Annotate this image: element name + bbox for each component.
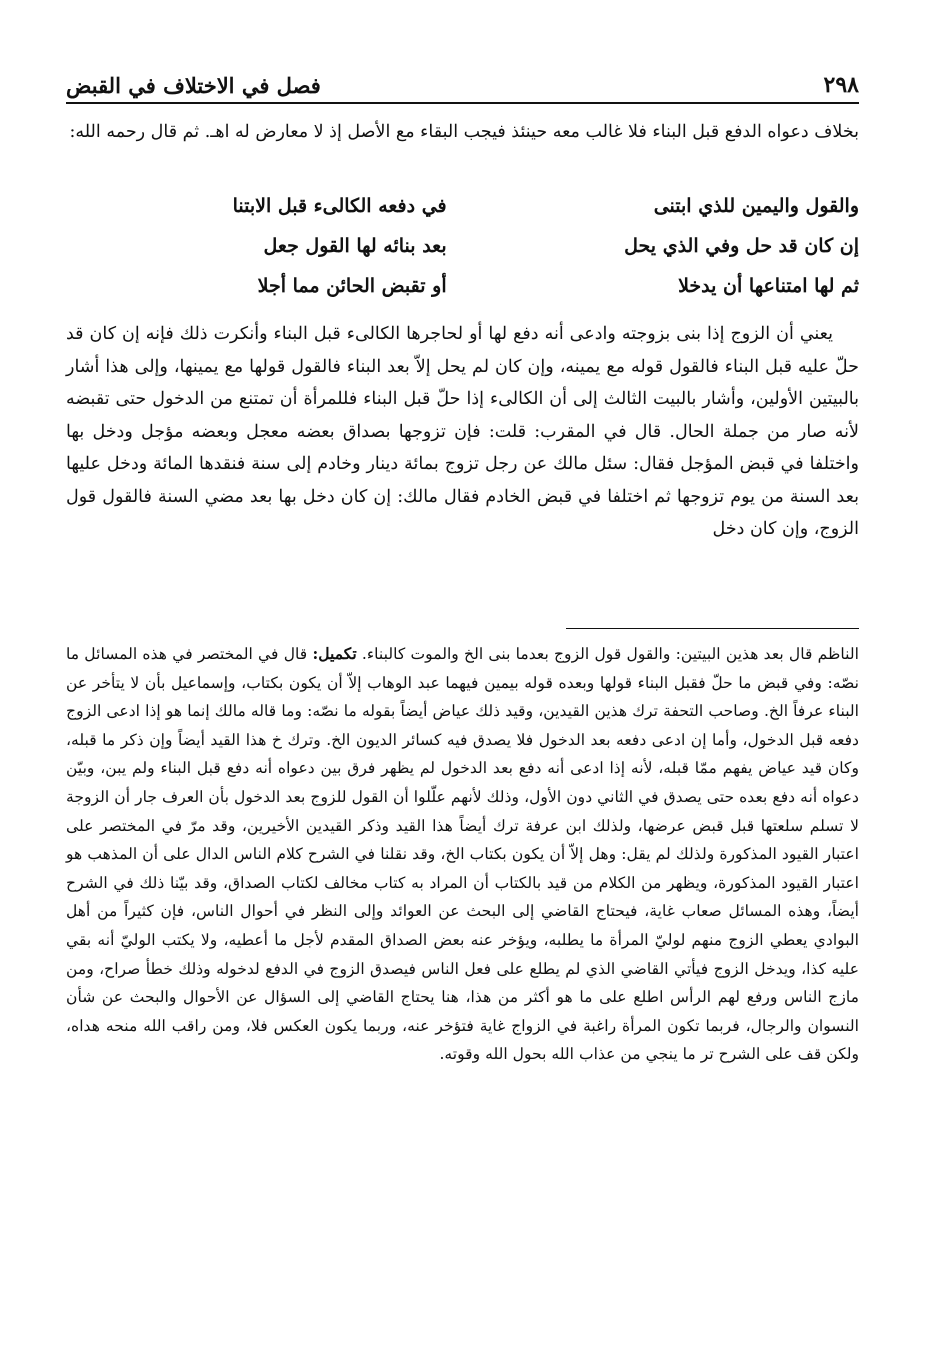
poem-verses bbox=[66, 186, 859, 306]
footnote-block bbox=[66, 640, 859, 1069]
footnote-text: قال في المختصر في هذه المسائل ما نصّه: وفي قبض ما حلّ فقبل البناء قولها وبعده قوله بيمين فيهما عبد الوهاب إلاّ أن يكون بكتاب، وإسماعيل بأن لا يتأخر عن البناء عرفاً الخ. وصاحب التحفة ترك هذين القيدين، وقيد ذلك عياض أيضاً بقوله ما نصّه: وما قاله مالك إنما هو إذا ادعى الزوج دفعه قبل الدخول، وأما إن ادعى دفعه بعد الدخول فلا يصدق فيه كسائر الديون الخ. وترك خ هذا القيد أيضاً وإن ذكر ما قبله، وكان قيد عياض يفهم ممّا قبله، لأنه إذا ادعى أنه دفع بعد الدخول لم يظهر فرق بين دعواه أنه دفع قبل البناء ولم يبن، وبيّن دعواه أنه دفع بعده حتى يصدق في الثاني دون الأول، وذلك لأنهم علّلوا أن القول للزوج بعد الدخول بأن العرف جار أن الزوجة لا تسلم سلعتها قبل قبض عرضها، ولذلك ابن عرفة ترك أيضاً هذا القيد وذكر القيدين الأخيرين، وقد مرّ في المختصر على اعتبار القيود المذكورة ولذلك لم يقل: وهل إلاّ أن يكون بكتاب الخ، وقد نقلنا في الشرح كلام الناس الدال على أن المذهب هو اعتبار القيود المذكورة، ويظهر من الكلام من قيد بالكتاب أن المراد به كتاب مخالف لكتاب الصداق، وقد بيّنا ذلك في الشرح أيضاً، وهذه المسائل صعاب غاية، فيحتاج القاضي إلى البحث عن العوائد وإلى النظر في أحوال الناس، فإن كثيراً من أهل البوادي يعطي الزوج منهم لوليّ المرأة ما يطلبه، ويؤخر عنه بعض الصداق المقدم لأجل ما أعطيه، ولا يكتب الوليّ أنه بقي عليه كذا، ويدخل الزوج فيأتي القاضي الذي لم يطلع على فعل الناس فيصدق الزوج في الدفع لدخوله وذلك خطأ صراح، ومن مازج الناس ورفع لهم الرأس اطلع على ما هو أكثر من هذا، هنا يحتاج القاضي إلى السؤال عن الأحوال والبحث عن شأن النسوان والرجال، فربما تكون المرأة راغبة في الزواج غاية فتؤخر عنه، وربما يكون العكس فلا، ومن راقب الله منحه هداه، ولكن قف على الشرح تر ما ينجي من عذاب الله بحول الله وقوته. bbox=[66, 645, 859, 1064]
verse-second-hemistich: بعد بنائه لها القول جعل bbox=[263, 235, 447, 257]
verse-line bbox=[66, 266, 859, 306]
verse-second-hemistich: أو تقبض الحائن مما أجلا bbox=[257, 275, 447, 297]
footnote-divider bbox=[566, 628, 859, 629]
verse-line bbox=[66, 186, 859, 226]
verse-first-hemistich: والقول واليمين للذي ابتنى bbox=[653, 195, 859, 217]
page-number: ٢٩٨ bbox=[823, 72, 859, 98]
running-title: فصل في الاختلاف في القبض bbox=[66, 73, 321, 98]
commentary-text: يعني أن الزوج إذا بنى بزوجته وادعى أنه دفع لها أو لحاجرها الكالىء قبل البناء وأنكرت ذلك فإنه إن كان قد حلّ عليه قبل البناء فالقول قوله مع يمينه، وإن كان لم يحل إلاّ بعد البناء فالقول قولها مع يمينها، وإلى هذا أشار بالبيتين الأولين، وأشار بالبيت الثالث إلى أن الكالىء إذا حلّ قبل البناء فللمرأة أن تمتنع من الدخول حتى تقبضه لأنه صار من جملة الحال. قال في المقرب: قلت: فإن تزوجها بصداق بعضه معجل وبعضه مؤجل ودخل بها واختلفا في قبض المؤجل فقال: سئل مالك عن رجل تزوج بمائة دينار وخادم إلى سنة فنقدها المائة ودخل عليها بعد السنة من يوم تزوجها ثم اختلفا في قبض الخادم فقال مالك: إن كان دخل بها بعد مضي السنة فالقول قول الزوج، وإن كان دخل bbox=[66, 324, 859, 539]
footnote-keyword: تكميل: bbox=[312, 644, 357, 663]
intro-text: بخلاف دعواه الدفع قبل البناء فلا غالب معه حينئذ فيجب البقاء مع الأصل إذ لا معارض له اهـ. ثم قال رحمه الله: bbox=[69, 122, 859, 142]
commentary-paragraph bbox=[66, 318, 859, 546]
page-header bbox=[66, 62, 859, 104]
verse-first-hemistich: ثم لها امتناعها أن يدخلا bbox=[678, 275, 859, 297]
footnote-paragraph bbox=[66, 640, 859, 1069]
intro-paragraph bbox=[66, 116, 859, 149]
verse-second-hemistich: في دفعه الكالىء قبل الابتنا bbox=[232, 195, 447, 217]
verse-line bbox=[66, 226, 859, 266]
verse-first-hemistich: إن كان قد حل وفي الذي يحل bbox=[624, 235, 859, 257]
footnote-lead: الناظم قال بعد هذين البيتين: والقول قول الزوج بعدما بنى الخ والموت كالبناء. bbox=[361, 645, 859, 663]
